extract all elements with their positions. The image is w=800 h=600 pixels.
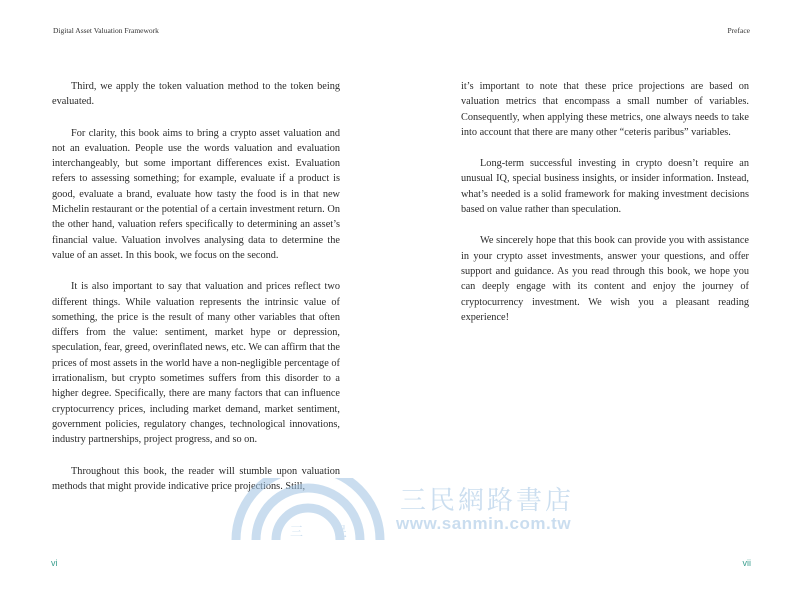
running-header-chapter: Preface (727, 26, 750, 35)
paragraph: We sincerely hope that this book can provide you with assistance in your crypto asset investments, answer your questions, and offer support and guidance. As you read through this book, we hope you can deeply engage with its content and enjoy the journey of cryptocurrency investment. We wish you a pleasant reading experience! (461, 235, 749, 323)
paragraph: Throughout this book, the reader will stumble upon valuation methods that might provide indicative price projections. Still, (52, 465, 340, 492)
page-number-right: vii (742, 558, 751, 568)
watermark-chinese-text: 三民網路書店 (400, 486, 575, 516)
watermark-logo-char: 三 (290, 525, 304, 540)
page-number-left: vi (51, 558, 58, 568)
watermark-logo-char: 民 (334, 525, 348, 540)
paragraph-continued: it’s important to note that these price projections are based on valuation metrics that encompass a small number of variables. Consequently, when applying these metrics, one always needs to take into account that there are many other “ceteris paribus” variables. (461, 81, 749, 138)
paragraph: It is also important to say that valuation and prices reflect two different things. While valuation represents the intrinsic value of something, the price is the result of many other variables that often differs from the value: sentiment, market hype or depression, speculation, fear, greed, overinflated news, etc. We can affirm that the prices of most assets in the world have a non-negligible percentage of irrationalism, but crypto sometimes suffers from this disorder to a higher degree. Specifically, there are many factors that can influence cryptocurrency prices, including market demand, market sentiment, government policies, regulatory changes, technological innovations, industry partnerships, project progress, and so on. (52, 281, 340, 446)
running-header-book-title: Digital Asset Valuation Framework (53, 26, 159, 35)
right-page-body (461, 79, 749, 341)
paragraph: Long-term successful investing in crypto doesn’t require an unusual IQ, special business insights, or insider information. Instead, what’s needed is a solid framework for making investment decisions based on value rather than speculation. (461, 158, 749, 216)
paragraph: Third, we apply the token valuation method to the token being evaluated. (52, 81, 340, 108)
paragraph: For clarity, this book aims to bring a crypto asset valuation and not an evaluation. People use the words valuation and evaluation interchangeably, but some important differences exist. Evaluation refers to assessing something; for example, evaluate if a product is good, evaluate a brand, evaluate how tasty the food is in that new Michelin restaurant or the potential of a certain investment return. On the other hand, valuation refers specifically to determining an asset’s financial value. Valuation involves analysing data to determine the value of an asset. In this book, we focus on the second. (52, 127, 340, 261)
watermark-url: www.sanmin.com.tw (396, 514, 572, 533)
left-page-body (52, 79, 340, 510)
